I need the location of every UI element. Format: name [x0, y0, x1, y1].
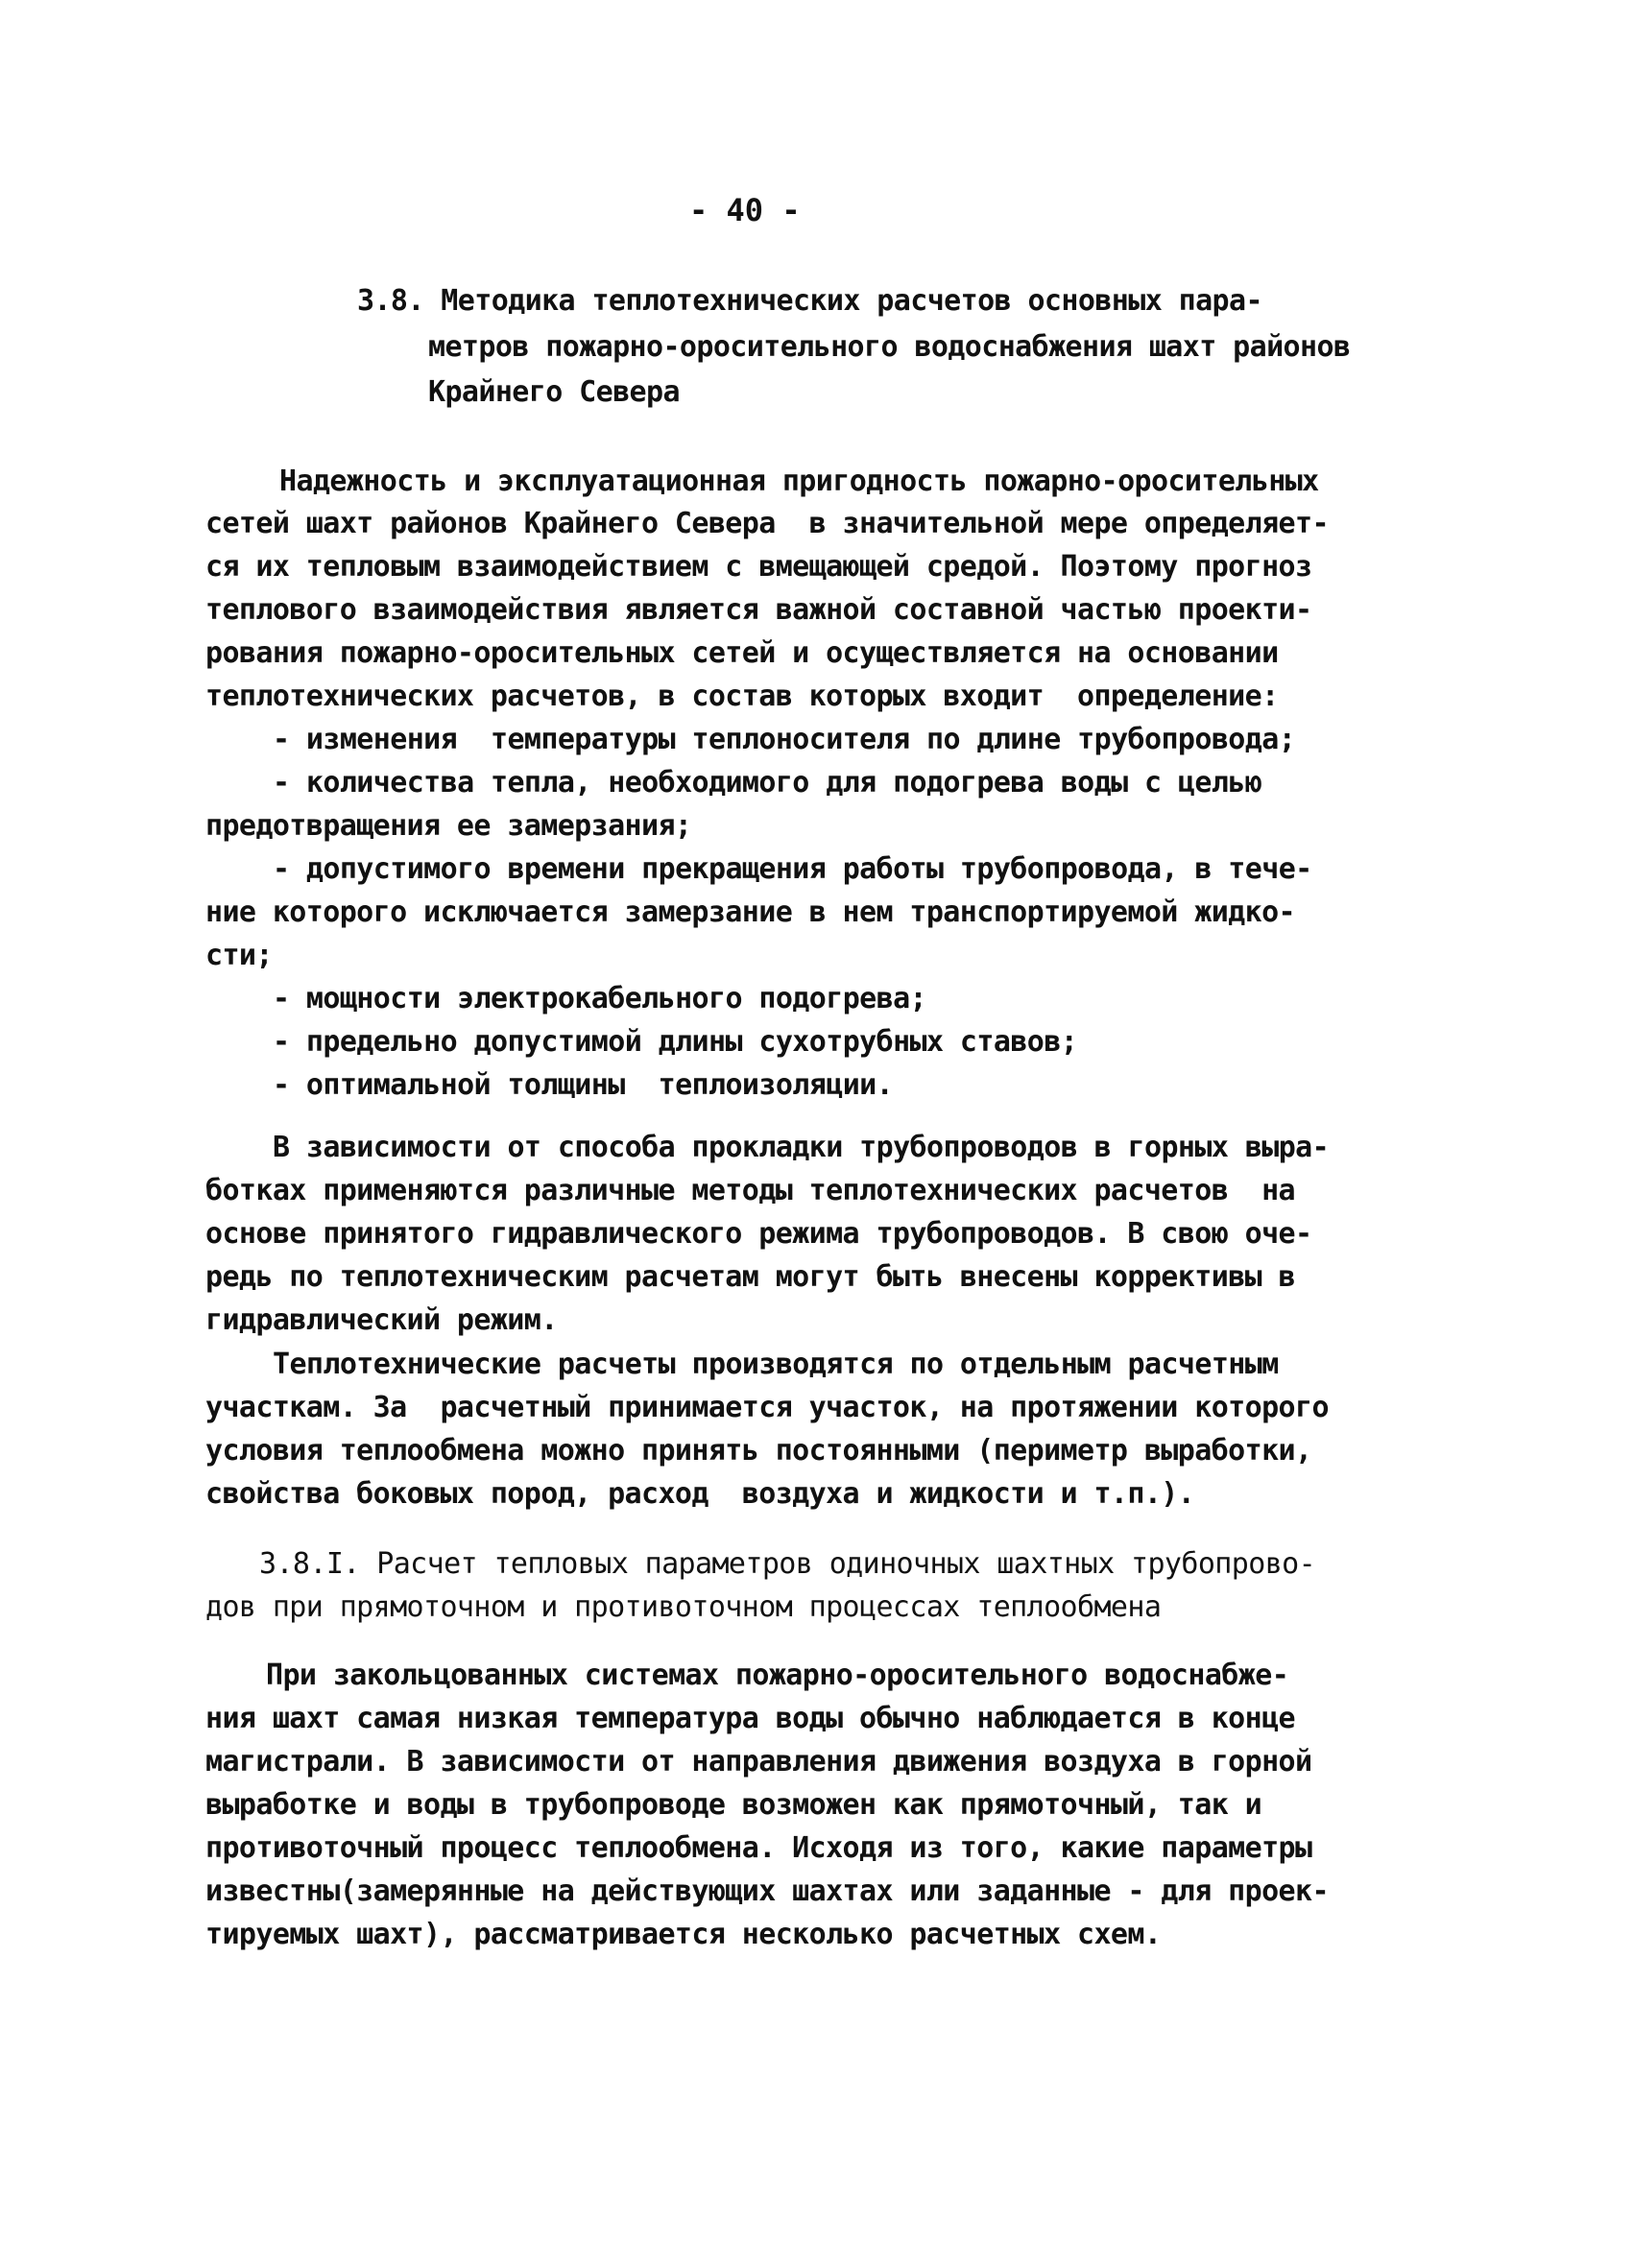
section-heading-line: 3.8. Методика теплотехнических расчетов основных пара- — [357, 284, 1262, 318]
paragraph-line: В зависимости от способа прокладки трубопроводов в горных выра- — [273, 1131, 1330, 1164]
paragraph-line: магистрали. В зависимости от направления движения воздуха в горной — [205, 1745, 1312, 1779]
list-item: - количества тепла, необходимого для подогрева воды с целью — [273, 766, 1262, 800]
paragraph-line: условия теплообмена можно принять постоянными (периметр выработки, — [205, 1434, 1312, 1468]
paragraph-line: теплового взаимодействия является важной составной частью проекти- — [205, 593, 1312, 627]
paragraph-line: выработке и воды в трубопроводе возможен как прямоточный, так и — [205, 1788, 1262, 1822]
paragraph-line: теплотехнических расчетов, в состав которых входит определение: — [205, 680, 1279, 713]
paragraph-line: ния шахт самая низкая температура воды обычно наблюдается в конце — [205, 1702, 1295, 1735]
paragraph-line: редь по теплотехническим расчетам могут быть внесены коррективы в — [205, 1260, 1295, 1294]
list-item: - оптимальной толщины теплоизоляции. — [273, 1068, 894, 1102]
paragraph-line: Теплотехнические расчеты производятся по отдельным расчетным — [273, 1348, 1279, 1381]
paragraph-line: ние которого исключается замерзание в нем транспортируемой жидко- — [205, 895, 1295, 929]
paragraph-line: участкам. За расчетный принимается участок, на протяжении которого — [205, 1391, 1329, 1424]
paragraph-line: сти; — [205, 939, 273, 972]
paragraph-line: При закольцованных системах пожарно-оросительного водоснабже- — [266, 1659, 1289, 1692]
list-item: - мощности электрокабельного подогрева; — [273, 982, 926, 1015]
paragraph-line: свойства боковых пород, расход воздуха и жидкости и т.п.). — [205, 1477, 1195, 1511]
section-heading-line: метров пожарно-оросительного водоснабжения шахт районов — [428, 330, 1351, 364]
subsection-heading-line: дов при прямоточном и противоточном процессах теплообмена — [205, 1590, 1162, 1624]
paragraph-line: основе принятого гидравлического режима трубопроводов. В свою оче- — [205, 1217, 1312, 1251]
paragraph-line: рования пожарно-оросительных сетей и осуществляется на основании — [205, 636, 1279, 670]
page-number: - 40 - — [689, 192, 801, 228]
paragraph-line: ся их тепловым взаимодействием с вмещающей средой. Поэтому прогноз — [205, 550, 1312, 584]
list-item: - предельно допустимой длины сухотрубных ставов; — [273, 1025, 1078, 1059]
section-heading-line: Крайнего Севера — [428, 375, 680, 409]
paragraph-line: ботках применяются различные методы теплотехнических расчетов на — [205, 1174, 1295, 1207]
paragraph-line: известны(замерянные на действующих шахтах или заданные - для проек- — [205, 1874, 1329, 1908]
subsection-heading-line: 3.8.I. Расчет тепловых параметров одиночных шахтных трубопрово- — [259, 1547, 1316, 1581]
paragraph-line: предотвращения ее замерзания; — [205, 809, 692, 843]
paragraph-line: Надежность и эксплуатационная пригодность пожарно-оросительных — [279, 465, 1319, 498]
list-item: - изменения температуры теплоносителя по длине трубопровода; — [273, 723, 1296, 756]
paragraph-line: сетей шахт районов Крайнего Севера в значительной мере определяет- — [205, 507, 1329, 540]
paragraph-line: гидравлический режим. — [205, 1303, 558, 1337]
list-item: - допустимого времени прекращения работы трубопровода, в тече- — [273, 852, 1312, 886]
paragraph-line: тируемых шахт), рассматривается несколько расчетных схем. — [205, 1918, 1162, 1951]
paragraph-line: противоточный процесс теплообмена. Исходя из того, какие параметры — [205, 1831, 1312, 1865]
